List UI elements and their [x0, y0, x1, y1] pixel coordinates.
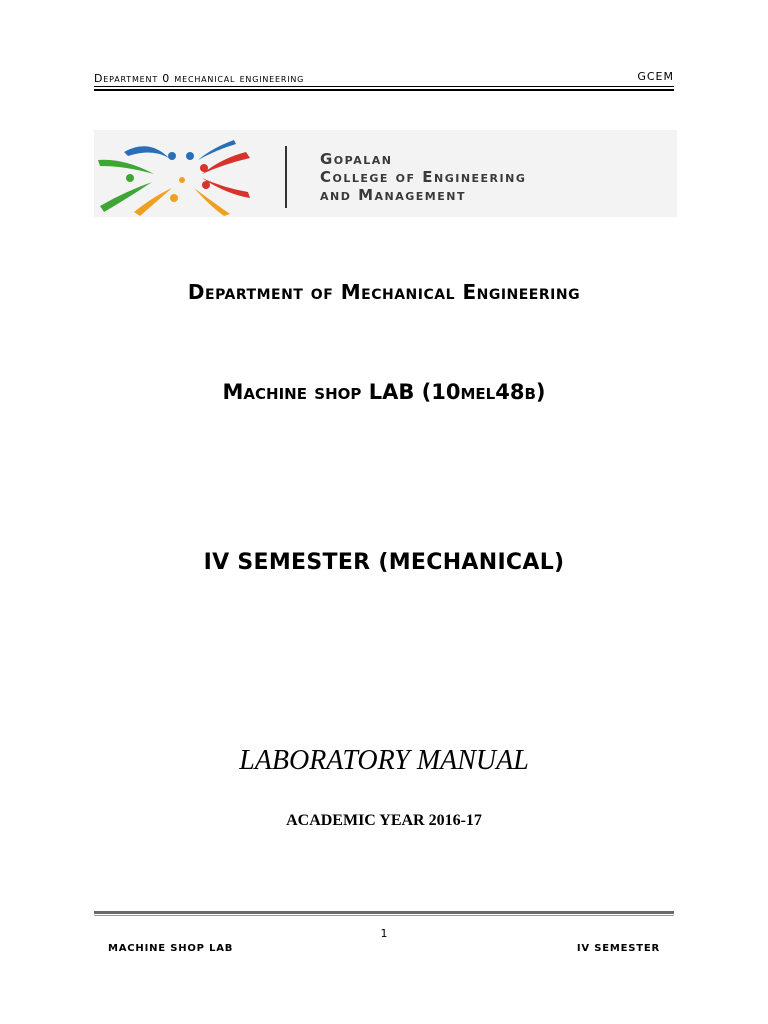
lab-code-end: b [524, 380, 536, 404]
page-number: 1 [380, 927, 388, 940]
college-name-line3: and Management [320, 186, 466, 204]
footer-rule-thin [94, 915, 674, 916]
lab-code-mid: mel [460, 380, 496, 404]
page-header [94, 70, 674, 86]
lab-title-main: LAB (10 [368, 380, 461, 404]
college-logo-icon [94, 130, 294, 217]
department-title: Department of Mechanical Engineering [187, 280, 581, 304]
manual-title: LABORATORY MANUAL [239, 745, 529, 776]
header-rule-thick [94, 89, 674, 91]
college-name-line1: Gopalan [320, 150, 393, 168]
footer-semester: IV SEMESTER [576, 943, 660, 954]
header-rule [94, 86, 674, 87]
lab-title-prefix: Machine shop [222, 380, 362, 404]
footer-rule [94, 911, 674, 914]
header-department: Department 0 mechanical engineering [94, 72, 305, 85]
semester-title: IV SEMESTER (MECHANICAL) [203, 550, 565, 575]
lab-title [0, 380, 768, 404]
lab-code-num: 48 [495, 380, 525, 404]
academic-year: ACADEMIC YEAR 2016-17 [286, 812, 482, 829]
footer-lab-name: MACHINE SHOP LAB [108, 943, 234, 954]
college-logo-banner [94, 130, 677, 217]
header-college-code: GCEM [637, 70, 674, 83]
college-name [320, 150, 526, 204]
lab-title-close: ) [535, 380, 546, 404]
college-name-line2: College of Engineering [320, 168, 527, 186]
